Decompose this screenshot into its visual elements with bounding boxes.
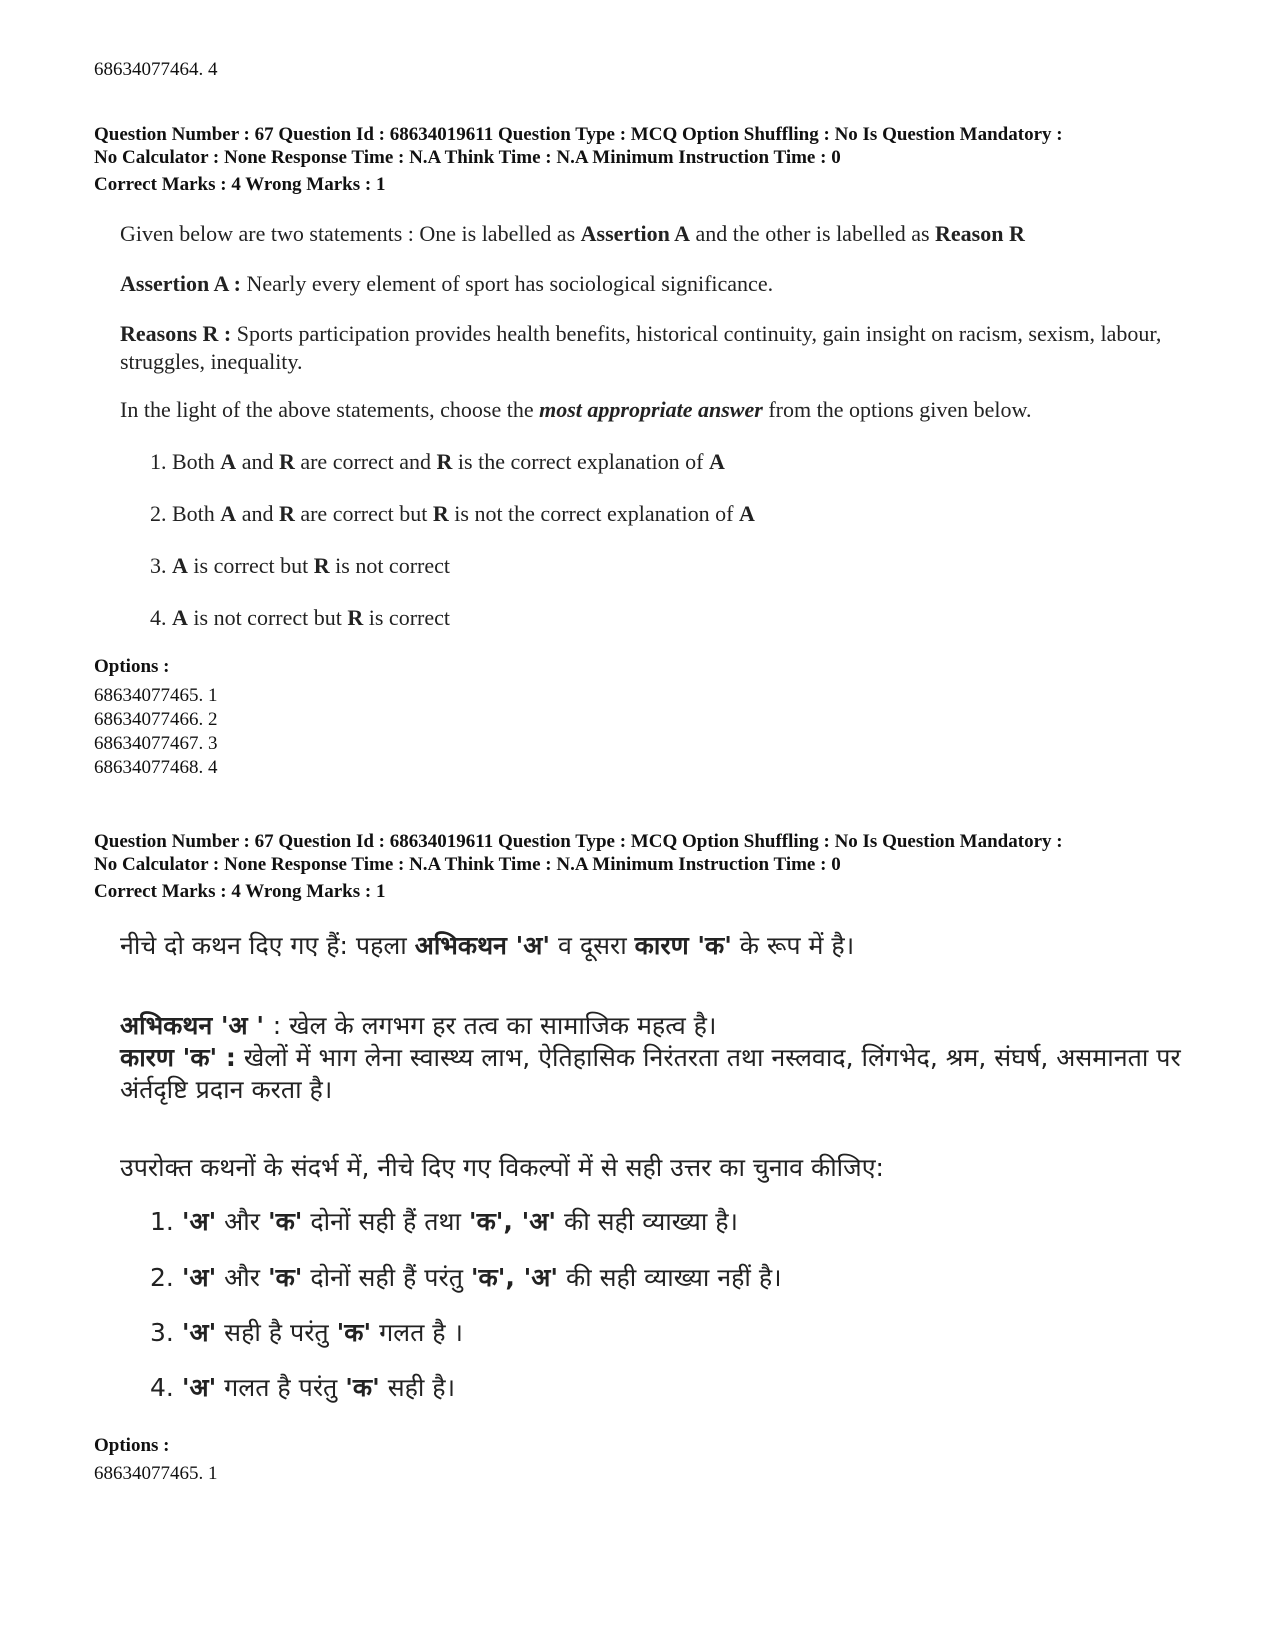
assertion-text: Nearly every element of sport has sociological significance. bbox=[241, 271, 774, 296]
choice-text: 1. Both bbox=[150, 449, 221, 474]
question-intro-hindi bbox=[120, 930, 1200, 962]
choice-term: A bbox=[220, 449, 237, 474]
options-list bbox=[94, 684, 218, 780]
options-heading: Options : bbox=[94, 656, 170, 677]
question-meta-line-2: No Calculator : None Response Time : N.A Think Time : N.A Minimum Instruction Time : 0 bbox=[94, 854, 841, 875]
choice-term: A bbox=[738, 501, 755, 526]
choice-1 bbox=[150, 448, 725, 476]
choice-3-hindi bbox=[150, 1317, 463, 1349]
choice-text: 3. bbox=[150, 553, 172, 578]
choice-term: A bbox=[709, 449, 725, 474]
choice-text: is correct but bbox=[187, 553, 314, 578]
choice-term: 'क' bbox=[336, 1318, 372, 1347]
previous-option-line: 68634077464. 4 bbox=[94, 59, 218, 80]
intro-text: व दूसरा bbox=[550, 931, 635, 960]
choice-text: गलत है । bbox=[371, 1318, 464, 1347]
assertion-statement bbox=[120, 270, 1200, 298]
marks-line: Correct Marks : 4 Wrong Marks : 1 bbox=[94, 881, 386, 902]
choice-text: की सही व्याख्या नहीं है। bbox=[558, 1263, 782, 1292]
choice-text: और bbox=[216, 1263, 268, 1292]
question-instruction-hindi: उपरोक्त कथनों के संदर्भ में, नीचे दिए गए विकल्पों में से सही उत्तर का चुनाव कीजिए: bbox=[120, 1153, 884, 1182]
choice-text: दोनों सही हैं तथा bbox=[302, 1207, 469, 1236]
choice-term: R bbox=[347, 605, 364, 630]
choice-text: 2. Both bbox=[150, 501, 221, 526]
option-item: 68634077468. 4 bbox=[94, 757, 218, 778]
choice-2 bbox=[150, 500, 755, 528]
choice-text: की सही व्याख्या है। bbox=[556, 1207, 739, 1236]
reason-statement-hindi bbox=[120, 1042, 1200, 1106]
intro-text: के रूप में है। bbox=[731, 931, 855, 960]
reason-text: खेलों में भाग लेना स्वास्थ्य लाभ, ऐतिहासिक निरंतरता तथा नस्लवाद, लिंगभेद, श्रम, संघर्ष, असमानता पर अंर्तदृष्टि प्रदान करता है। bbox=[120, 1043, 1181, 1104]
question-meta-line-2: No Calculator : None Response Time : N.A Think Time : N.A Minimum Instruction Time : 0 bbox=[94, 147, 841, 168]
choice-text: and bbox=[236, 501, 279, 526]
assertion-label: अभिकथन 'अ ' bbox=[120, 1011, 273, 1040]
choice-3 bbox=[150, 552, 450, 580]
marks-line: Correct Marks : 4 Wrong Marks : 1 bbox=[94, 174, 386, 195]
choice-text: 4. bbox=[150, 605, 172, 630]
choice-text: 1. bbox=[150, 1207, 182, 1236]
option-item: 68634077467. 3 bbox=[94, 733, 218, 754]
reason-statement bbox=[120, 320, 1200, 376]
choice-term: A bbox=[172, 553, 188, 578]
reason-text: Sports participation provides health benefits, historical continuity, gain insight on racism, sexism, labour, struggles, inequality. bbox=[120, 321, 1162, 374]
choice-text: is not correct bbox=[329, 553, 450, 578]
assertion-term: अभिकथन 'अ' bbox=[414, 931, 551, 960]
choice-term: 'क' bbox=[267, 1263, 303, 1292]
options-heading: Options : bbox=[94, 1435, 170, 1456]
assertion-label: Assertion A : bbox=[120, 271, 241, 296]
instruction-text: from the options given below. bbox=[762, 397, 1032, 422]
choice-term: A bbox=[172, 605, 188, 630]
choice-text: is not correct but bbox=[187, 605, 348, 630]
choice-text: and bbox=[236, 449, 279, 474]
choice-text: 4. bbox=[150, 1373, 182, 1402]
choice-text: सही है परंतु bbox=[216, 1318, 337, 1347]
assertion-text: : खेल के लगभग हर तत्व का सामाजिक महत्व है। bbox=[272, 1011, 717, 1040]
reason-label: Reasons R : bbox=[120, 321, 232, 346]
assertion-term: Assertion A bbox=[580, 221, 691, 246]
reason-term: कारण 'क' bbox=[634, 931, 732, 960]
choice-term: 'अ' bbox=[181, 1207, 217, 1236]
choice-term: R bbox=[432, 501, 449, 526]
choice-4 bbox=[150, 604, 450, 632]
choice-text: और bbox=[216, 1207, 268, 1236]
choice-text: are correct but bbox=[294, 501, 433, 526]
choice-term: R bbox=[313, 553, 330, 578]
intro-text: नीचे दो कथन दिए गए हैं: पहला bbox=[120, 931, 415, 960]
choice-4-hindi bbox=[150, 1372, 455, 1404]
choice-term: 'क', 'अ' bbox=[468, 1207, 557, 1236]
choice-text: सही है। bbox=[379, 1373, 456, 1402]
intro-text: Given below are two statements : One is labelled as bbox=[120, 221, 581, 246]
choice-text: 2. bbox=[150, 1263, 182, 1292]
choice-text: are correct and bbox=[294, 449, 437, 474]
reason-label: कारण 'क' : bbox=[120, 1043, 236, 1072]
question-meta bbox=[94, 123, 1214, 169]
choice-term: 'क', 'अ' bbox=[470, 1263, 559, 1292]
choice-term: 'अ' bbox=[181, 1318, 217, 1347]
intro-text: and the other is labelled as bbox=[690, 221, 936, 246]
assertion-statement-hindi bbox=[120, 1010, 1200, 1042]
question-meta bbox=[94, 830, 1214, 876]
choice-text: is the correct explanation of bbox=[452, 449, 709, 474]
choice-text: is correct bbox=[363, 605, 450, 630]
choice-text: दोनों सही हैं परंतु bbox=[302, 1263, 471, 1292]
instruction-emphasis: most appropriate answer bbox=[539, 397, 763, 422]
choice-term: R bbox=[436, 449, 453, 474]
question-meta-line-1: Question Number : 67 Question Id : 68634019611 Question Type : MCQ Option Shuffling : No Is Question Mandatory : bbox=[94, 124, 1063, 145]
choice-1-hindi bbox=[150, 1206, 738, 1238]
choice-text: 3. bbox=[150, 1318, 182, 1347]
choice-term: R bbox=[278, 449, 295, 474]
choice-term: 'क' bbox=[345, 1373, 380, 1402]
choice-2-hindi bbox=[150, 1262, 782, 1294]
option-item: 68634077466. 2 bbox=[94, 709, 218, 730]
choice-term: 'अ' bbox=[181, 1263, 217, 1292]
option-item: 68634077465. 1 bbox=[94, 685, 218, 706]
choice-term: 'क' bbox=[267, 1207, 303, 1236]
choice-term: R bbox=[278, 501, 295, 526]
options-list bbox=[94, 1462, 218, 1486]
question-intro bbox=[120, 220, 1200, 248]
reason-term: Reason R bbox=[935, 221, 1025, 246]
question-instruction bbox=[120, 396, 1200, 424]
instruction-text: In the light of the above statements, choose the bbox=[120, 397, 540, 422]
choice-term: A bbox=[220, 501, 237, 526]
choice-term: 'अ' bbox=[181, 1373, 217, 1402]
question-meta-line-1: Question Number : 67 Question Id : 68634019611 Question Type : MCQ Option Shuffling : No Is Question Mandatory : bbox=[94, 831, 1063, 852]
choice-text: is not the correct explanation of bbox=[448, 501, 739, 526]
choice-text: गलत है परंतु bbox=[216, 1373, 346, 1402]
option-item: 68634077465. 1 bbox=[94, 1463, 218, 1484]
